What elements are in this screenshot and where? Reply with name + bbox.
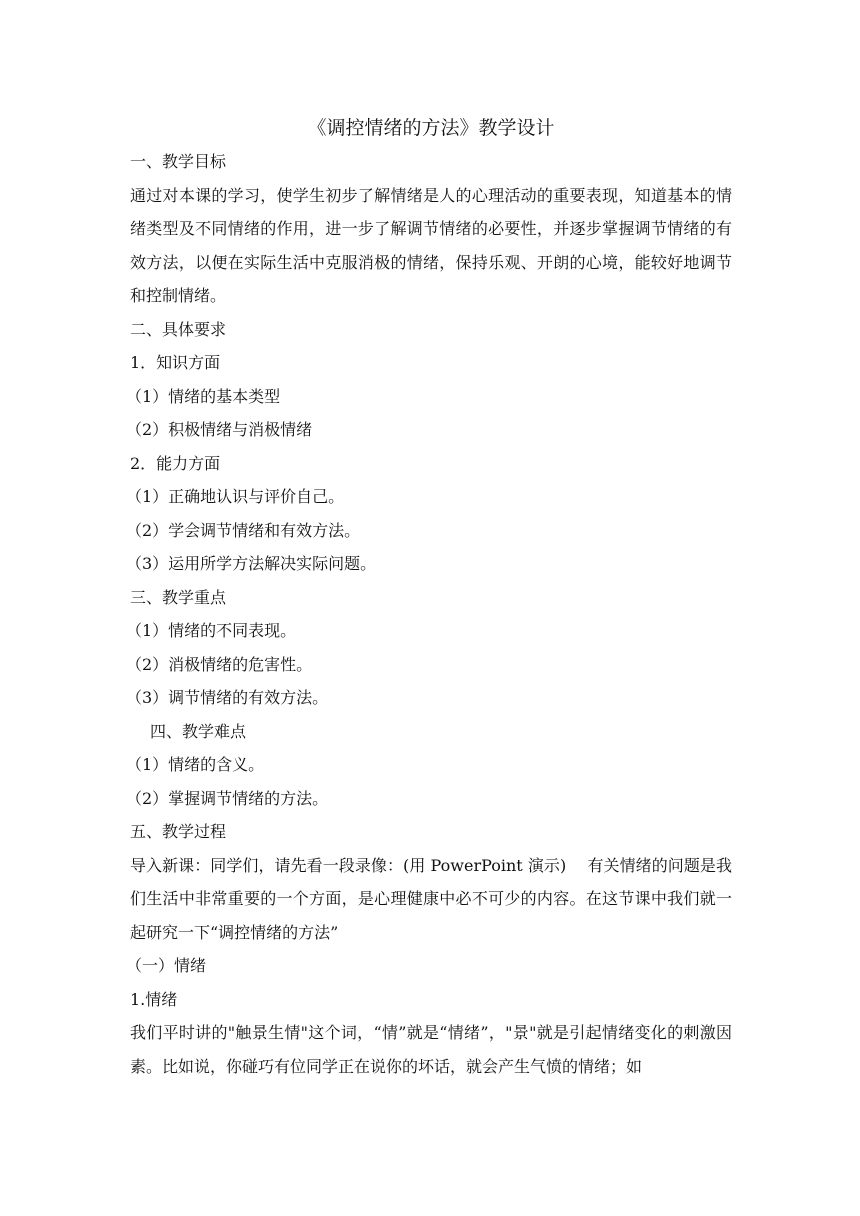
section-heading: 一、教学目标 — [130, 152, 227, 171]
subsection-heading: 1.情绪 — [130, 989, 178, 1009]
list-item: （1）情绪的不同表现。 — [126, 621, 297, 640]
section-heading: 五、教学过程 — [130, 822, 227, 841]
section-heading: 二、具体要求 — [130, 319, 227, 339]
subsection-heading: 2．能力方面 — [130, 453, 221, 473]
subsection-heading: 1．知识方面 — [130, 353, 221, 372]
paragraph: 通过对本课的学习，使学生初步了解情绪是人的心理活动的重要表现，知道基本的情绪类型及不同情绪的作用，进一步了解调节情绪的必要性，并逐步掌握调节情绪的有效方法，以便在实际生活中克服消极的情绪，保持乐观、开朗的心境，能较好地调节和控制情绪。 — [130, 185, 732, 305]
list-item: （2）消极情绪的危害性。 — [126, 654, 313, 674]
list-item: （1）情绪的基本类型 — [126, 386, 281, 406]
section-heading: 三、教学重点 — [130, 587, 227, 607]
list-item: （2）积极情绪与消极情绪 — [126, 420, 313, 439]
list-item: （3）运用所学方法解决实际问题。 — [126, 554, 377, 573]
subsection-heading: （一）情绪 — [126, 956, 207, 975]
list-item: （1）正确地认识与评价自己。 — [126, 487, 345, 506]
document-title: 《调控情绪的方法》教学设计 — [307, 117, 555, 139]
list-item: （3）调节情绪的有效方法。 — [126, 688, 329, 707]
section-heading: 四、教学难点 — [150, 721, 247, 741]
document-body — [126, 115, 732, 1083]
list-item: （1）情绪的含义。 — [126, 755, 265, 774]
paragraph: 我们平时讲的"触景生情"这个词，“情”就是“情绪”，"景"就是引起情绪变化的刺激因素。比如说，你碰巧有位同学正在说你的坏话，就会产生气愤的情绪；如 — [130, 1023, 732, 1076]
paragraph: 导入新课：同学们，请先看一段录像：(用 PowerPoint 演示) 有关情绪的问题是我们生活中非常重要的一个方面，是心理健康中必不可少的内容。在这节课中我们就一起研究一下“调控情绪的方法” — [130, 855, 732, 942]
list-item: （2）学会调节情绪和有效方法。 — [126, 520, 361, 540]
list-item: （2）掌握调节情绪的方法。 — [126, 788, 329, 808]
